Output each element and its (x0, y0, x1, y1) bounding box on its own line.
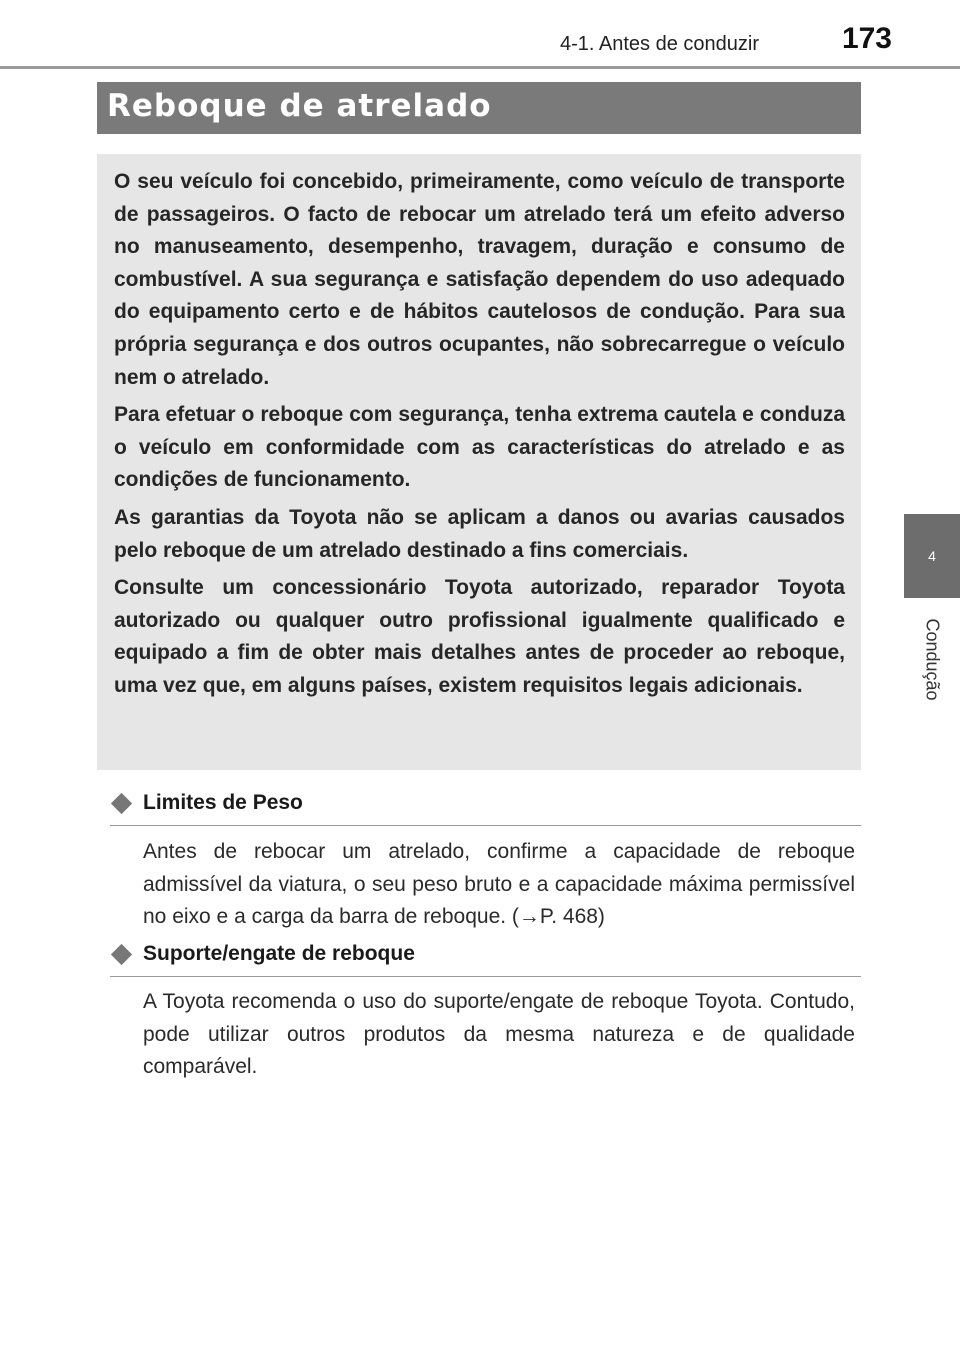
subheading-label: Limites de Peso (143, 791, 303, 814)
page-title: Reboque de atrelado (107, 88, 492, 124)
intro-paragraph: O seu veículo foi concebido, primeiramente, como veículo de transporte de passageiros. O facto de rebocar um atrelado terá um efeito adverso no manuseamento, desempenho, travagem, duração e consumo de combustível. A sua segurança e satisfação dependem do uso adequado do equipamento certo e de hábitos cautelosos de condução. Para sua própria segurança e dos outros ocupantes, não sobrecarregue o veículo nem o atrelado. (114, 170, 845, 389)
section-title: 4-1. Antes de conduzir (560, 33, 760, 55)
intro-paragraph: Consulte um concessionário Toyota autorizado, reparador Toyota autorizado ou qualquer outro profissional igualmente qualificado e equipado a fim de obter mais detalhes antes de proceder ao reboque, uma vez que, em alguns países, existem requisitos legais adicionais. (114, 576, 845, 697)
intro-paragraph: As garantias da Toyota não se aplicam a danos ou avarias causados pelo reboque de um atrelado destinado a fins comerciais. (114, 505, 845, 562)
chapter-tab (904, 514, 960, 598)
chapter-label-container (904, 604, 960, 714)
weight-limits-text: Antes de rebocar um atrelado, confirme a capacidade de reboque admissível da viatura, o seu peso bruto e a capacidade máxima permissível no eixo e a carga da barra de reboque. (→P. 468) (143, 840, 855, 928)
tow-hitch-text: A Toyota recomenda o uso do suporte/engate de reboque Toyota. Contudo, pode utilizar outros produtos da mesma natureza e de qualidade comparável. (143, 990, 855, 1078)
diamond-bullet-icon (110, 792, 132, 814)
subheading-weight-limits (110, 786, 861, 826)
subheading-tow-hitch (110, 937, 861, 977)
page-number: 173 (841, 22, 892, 55)
title-bar (97, 82, 861, 134)
intro-box (97, 154, 861, 770)
page-header (0, 0, 960, 69)
chapter-number: 4 (928, 548, 936, 564)
intro-paragraph: Para efetuar o reboque com segurança, tenha extrema cautela e conduza o veículo em conformidade com as características do atrelado e as condições de funcionamento. (114, 403, 845, 492)
subheading-label: Suporte/engate de reboque (143, 942, 415, 965)
chapter-label: Condução (922, 617, 943, 701)
diamond-bullet-icon (110, 943, 132, 965)
